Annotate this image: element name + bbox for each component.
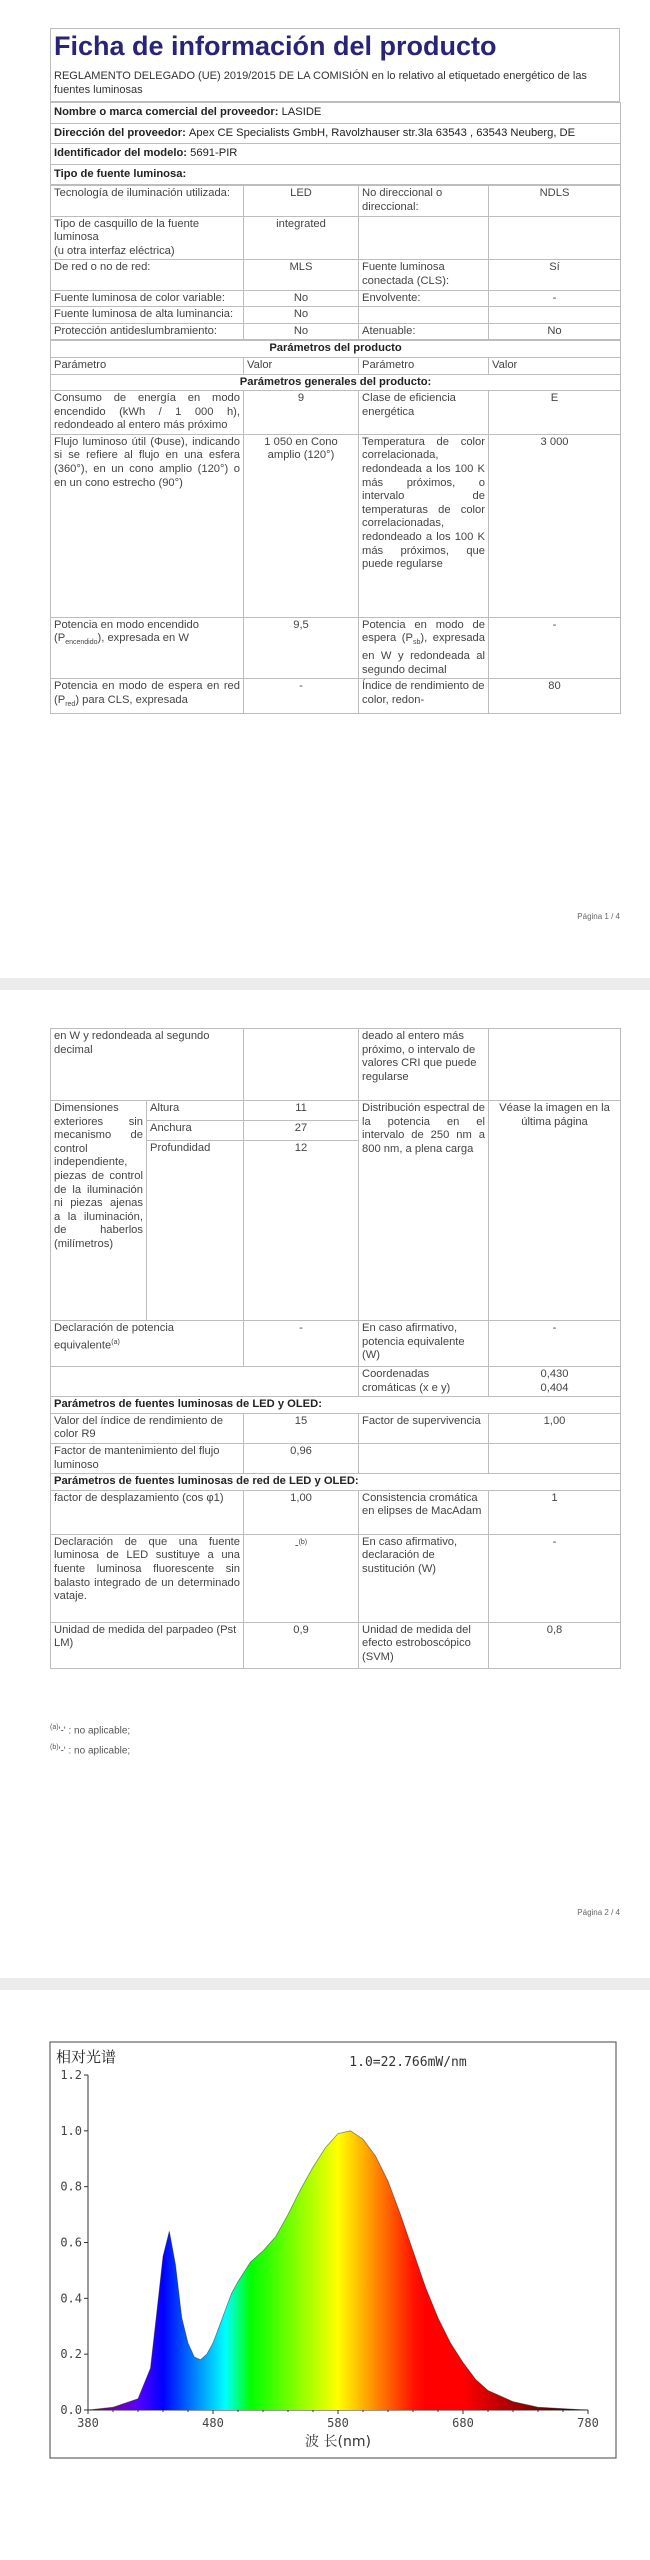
model-row (51, 144, 621, 165)
text-part: ), expresada en W (97, 632, 189, 645)
type-param-label (359, 307, 489, 324)
address-value: Apex CE Specialists GmbH, Ravolzhauser str.3la 63543 , 63543 Neuberg, DE (188, 126, 576, 139)
type-param-value (489, 216, 621, 260)
params-table (50, 340, 621, 714)
type-param-label: Protección antideslumbramiento: (51, 323, 244, 340)
type-row (51, 307, 621, 324)
spectrum-chart (48, 2040, 618, 2460)
col-header-value: Valor (244, 357, 359, 374)
type-param-label: Envolvente: (359, 290, 489, 307)
stroboscopic-label: Unidad de medida del efecto estroboscópico (SVM) (359, 1622, 489, 1668)
type-param-label: Fuente luminosa de alta luminancia: (51, 307, 244, 324)
text-part: - (294, 1539, 299, 1552)
page-2-body (50, 1028, 620, 1669)
type-param-value: - (489, 290, 621, 307)
col-header-value: Valor (489, 357, 621, 374)
y-tick-label: 0.8 (60, 2179, 82, 2194)
fluorescent-replacement-value (244, 1534, 359, 1622)
type-param-value: LED (244, 186, 359, 216)
type-param-value: MLS (244, 260, 359, 290)
efficiency-class-value: E (489, 391, 621, 435)
type-param-value: No (244, 323, 359, 340)
text-part: Potencia en modo encendido (P (54, 618, 199, 645)
footnote-b (50, 1744, 130, 1756)
footnote-mark: (b) (50, 1744, 59, 1751)
text-part: ) para CLS, expresada (75, 694, 188, 707)
efficiency-class-label: Clase de eficiencia energética (359, 391, 489, 435)
dimensions-label: Dimensiones exteriores sin mecanismo de control independiente, piezas de control de la iluminación ni piezas ajenas a la iluminación, de haberlos (milímetros) (51, 1101, 147, 1321)
luminous-flux-value: 1 050 en Cono amplio (120°) (244, 434, 359, 617)
supplier-row (51, 103, 621, 124)
equivalent-power-w-label: En caso afirmativo, potencia equivalente (W) (359, 1321, 489, 1367)
standby-power-value: - (489, 617, 621, 679)
type-param-value: Sí (489, 260, 621, 290)
cri-value: 80 (489, 679, 621, 713)
text-part: ), expresada en W y redondeada al segundo decimal (362, 632, 485, 676)
x-tick-label: 480 (202, 2416, 224, 2430)
empty-cell (51, 1367, 359, 1397)
type-param-value: No (244, 290, 359, 307)
led-network-params-title: Parámetros de fuentes luminosas de red de LED y OLED: (51, 1474, 621, 1491)
r9-label: Valor del índice de rendimiento de color R9 (51, 1413, 244, 1443)
footnote-text: '-' : no aplicable; (58, 1745, 131, 1757)
type-row (51, 290, 621, 307)
type-param-label: De red o no de red: (51, 260, 244, 290)
replacement-declaration-label: En caso afirmativo, declaración de sustitución (W) (359, 1534, 489, 1622)
params-section-title: Parámetros del producto (51, 341, 621, 358)
spectral-distribution-value: Véase la imagen en la última página (489, 1101, 621, 1321)
page-number: Página 2 / 4 (577, 1908, 620, 1917)
color-consistency-value: 1 (489, 1490, 621, 1534)
spectrum-svg (48, 2040, 618, 2460)
page-number: Página 1 / 4 (577, 912, 620, 921)
page-separator (0, 978, 650, 990)
stroboscopic-value: 0,8 (489, 1622, 621, 1668)
empty-cell (489, 1029, 621, 1101)
survival-factor-label: Factor de supervivencia (359, 1413, 489, 1443)
page-2 (0, 990, 650, 1980)
type-param-label: Fuente luminosa de color variable: (51, 290, 244, 307)
color-consistency-label: Consistencia cromática en elipses de MacAdam (359, 1490, 489, 1534)
equivalent-power-label (51, 1321, 244, 1367)
type-param-label (359, 216, 489, 260)
type-param-value (489, 307, 621, 324)
color-temperature-label: Temperatura de color correlacionada, redondeada a los 100 K más próximos, o intervalo de temperaturas de color correlacionadas, redondeado a los 100 K más próximos, que puede regularse (359, 434, 489, 617)
footnote-text: '-' : no aplicable; (58, 1725, 131, 1737)
type-param-value: No (244, 307, 359, 324)
x-axis-label: 波 长(nm) (305, 2434, 371, 2450)
header-block (50, 28, 620, 714)
type-param-value: No (489, 323, 621, 340)
displacement-factor-label: factor de desplazamiento (cos φ1) (51, 1490, 244, 1534)
y-tick-label: 0.4 (60, 2291, 82, 2306)
model-value: 5691-PIR (190, 147, 238, 160)
r9-value: 15 (244, 1413, 359, 1443)
dim-name-depth: Profundidad (147, 1141, 244, 1321)
y-tick-label: 1.2 (60, 2068, 82, 2082)
type-param-label: Tipo de casquillo de la fuente luminosa (u otra interfaz eléctrica) (51, 216, 244, 260)
luminous-flux-label: Flujo luminoso útil (Φuse), indicando si se refiere al flujo en una esfera (360°), en un cono amplio (120°) o en un cono estrecho (90°) (51, 434, 244, 617)
flux-maintenance-label: Factor de mantenimiento del flujo luminoso (51, 1443, 244, 1473)
energy-consumption-label: Consumo de energía en modo encendido (kWh / 1 000 h), redondeado al entero más próximo (51, 391, 244, 435)
text-part: Potencia en modo de espera en red (P (54, 680, 240, 707)
subscript: encendido (65, 639, 98, 647)
type-row (51, 260, 621, 290)
type-param-label: Atenuable: (359, 323, 489, 340)
page-1 (0, 0, 650, 960)
empty-cell (489, 1443, 621, 1473)
fluorescent-replacement-label: Declaración de que una fuente luminosa de LED sustituye a una fuente luminosa fluorescente sin balasto integrado de un determinado vataje. (51, 1534, 244, 1622)
network-standby-label (51, 679, 244, 713)
x-tick-label: 680 (452, 2416, 474, 2430)
page-separator (0, 1978, 650, 1990)
cri-label-cont: deado al entero más próximo, o intervalo de valores CRI que puede regularse (359, 1029, 489, 1101)
params-continued-table (50, 1028, 621, 1669)
x-tick-label: 780 (577, 2416, 599, 2430)
flicker-label: Unidad de medida del parpadeo (Pst LM) (51, 1622, 244, 1668)
text-part: Potencia en modo de espera (P (362, 618, 485, 645)
led-params-title: Parámetros de fuentes luminosas de LED y OLED: (51, 1397, 621, 1414)
supplier-table (50, 102, 621, 185)
type-heading: Tipo de fuente luminosa: (51, 164, 621, 185)
x-tick-label: 580 (327, 2416, 349, 2430)
spectral-distribution-label: Distribución espectral de la potencia en el intervalo de 250 nm a 800 nm, a plena carga (359, 1101, 489, 1321)
color-temperature-value: 3 000 (489, 434, 621, 617)
col-header-param: Parámetro (51, 357, 244, 374)
col-header-param: Parámetro (359, 357, 489, 374)
chromaticity-value: 0,430 0,404 (489, 1367, 621, 1397)
equivalent-power-w-value: - (489, 1321, 621, 1367)
survival-factor-value: 1,00 (489, 1413, 621, 1443)
dim-value-depth: 12 (244, 1141, 359, 1321)
type-row (51, 323, 621, 340)
type-param-value: NDLS (489, 186, 621, 216)
network-standby-value: - (244, 679, 359, 713)
regulation-subtitle: REGLAMENTO DELEGADO (UE) 2019/2015 DE LA COMISIÓN en lo relativo al etiquetado energético de las fuentes luminosas (51, 63, 619, 102)
dim-name-height: Altura (147, 1101, 244, 1121)
displacement-factor-value: 1,00 (244, 1490, 359, 1534)
type-param-label: Fuente luminosa conectada (CLS): (359, 260, 489, 290)
cri-label: Índice de rendimiento de color, redon- (359, 679, 489, 713)
equivalent-power-value: - (244, 1321, 359, 1367)
empty-cell (359, 1443, 489, 1473)
on-mode-power-label (51, 617, 244, 679)
chromaticity-label: Coordenadas cromáticas (x e y) (359, 1367, 489, 1397)
flicker-value: 0,9 (244, 1622, 359, 1668)
type-param-value: integrated (244, 216, 359, 260)
general-params-title: Parámetros generales del producto: (51, 374, 621, 391)
subscript: sb (412, 639, 421, 647)
footnote-mark: (a) (111, 1338, 120, 1346)
y-tick-label: 0.6 (60, 2235, 82, 2250)
footnote-mark: (a) (50, 1724, 59, 1731)
type-table (50, 185, 621, 340)
page-title: Ficha de información del producto (54, 31, 497, 61)
address-row (51, 123, 621, 144)
footnote-mark: (b) (298, 1538, 308, 1546)
type-row (51, 186, 621, 216)
flux-maintenance-value: 0,96 (244, 1443, 359, 1473)
chart-title: 相对光谱 (56, 2048, 117, 2066)
type-row (51, 216, 621, 260)
dim-value-height: 11 (244, 1101, 359, 1121)
network-standby-cont: en W y redondeada al segundo decimal (51, 1029, 244, 1101)
y-tick-label: 0.0 (60, 2403, 82, 2417)
standby-power-label (359, 617, 489, 679)
subscript: red (65, 701, 76, 709)
x-tick-label: 380 (77, 2416, 99, 2430)
replacement-declaration-value: - (489, 1534, 621, 1622)
dim-name-width: Anchura (147, 1121, 244, 1141)
y-tick-label: 0.2 (60, 2347, 82, 2362)
text-part: Declaración de potencia equivalente (54, 1322, 175, 1352)
y-tick-label: 1.0 (60, 2123, 82, 2138)
energy-consumption-value: 9 (244, 391, 359, 435)
dim-value-width: 27 (244, 1121, 359, 1141)
type-param-label: Tecnología de iluminación utilizada: (51, 186, 244, 216)
chart-annotation: 1.0=22.766mW/nm (349, 2055, 467, 2070)
footnote-a (50, 1724, 130, 1736)
supplier-value: LASIDE (281, 106, 322, 118)
type-param-label: No direccional o direccional: (359, 186, 489, 216)
empty-cell (244, 1029, 359, 1101)
model-label: Identificador del modelo: (54, 147, 188, 160)
address-label: Dirección del proveedor: (54, 126, 186, 139)
supplier-label: Nombre o marca comercial del proveedor: (54, 106, 279, 118)
on-mode-power-value: 9,5 (244, 617, 359, 679)
